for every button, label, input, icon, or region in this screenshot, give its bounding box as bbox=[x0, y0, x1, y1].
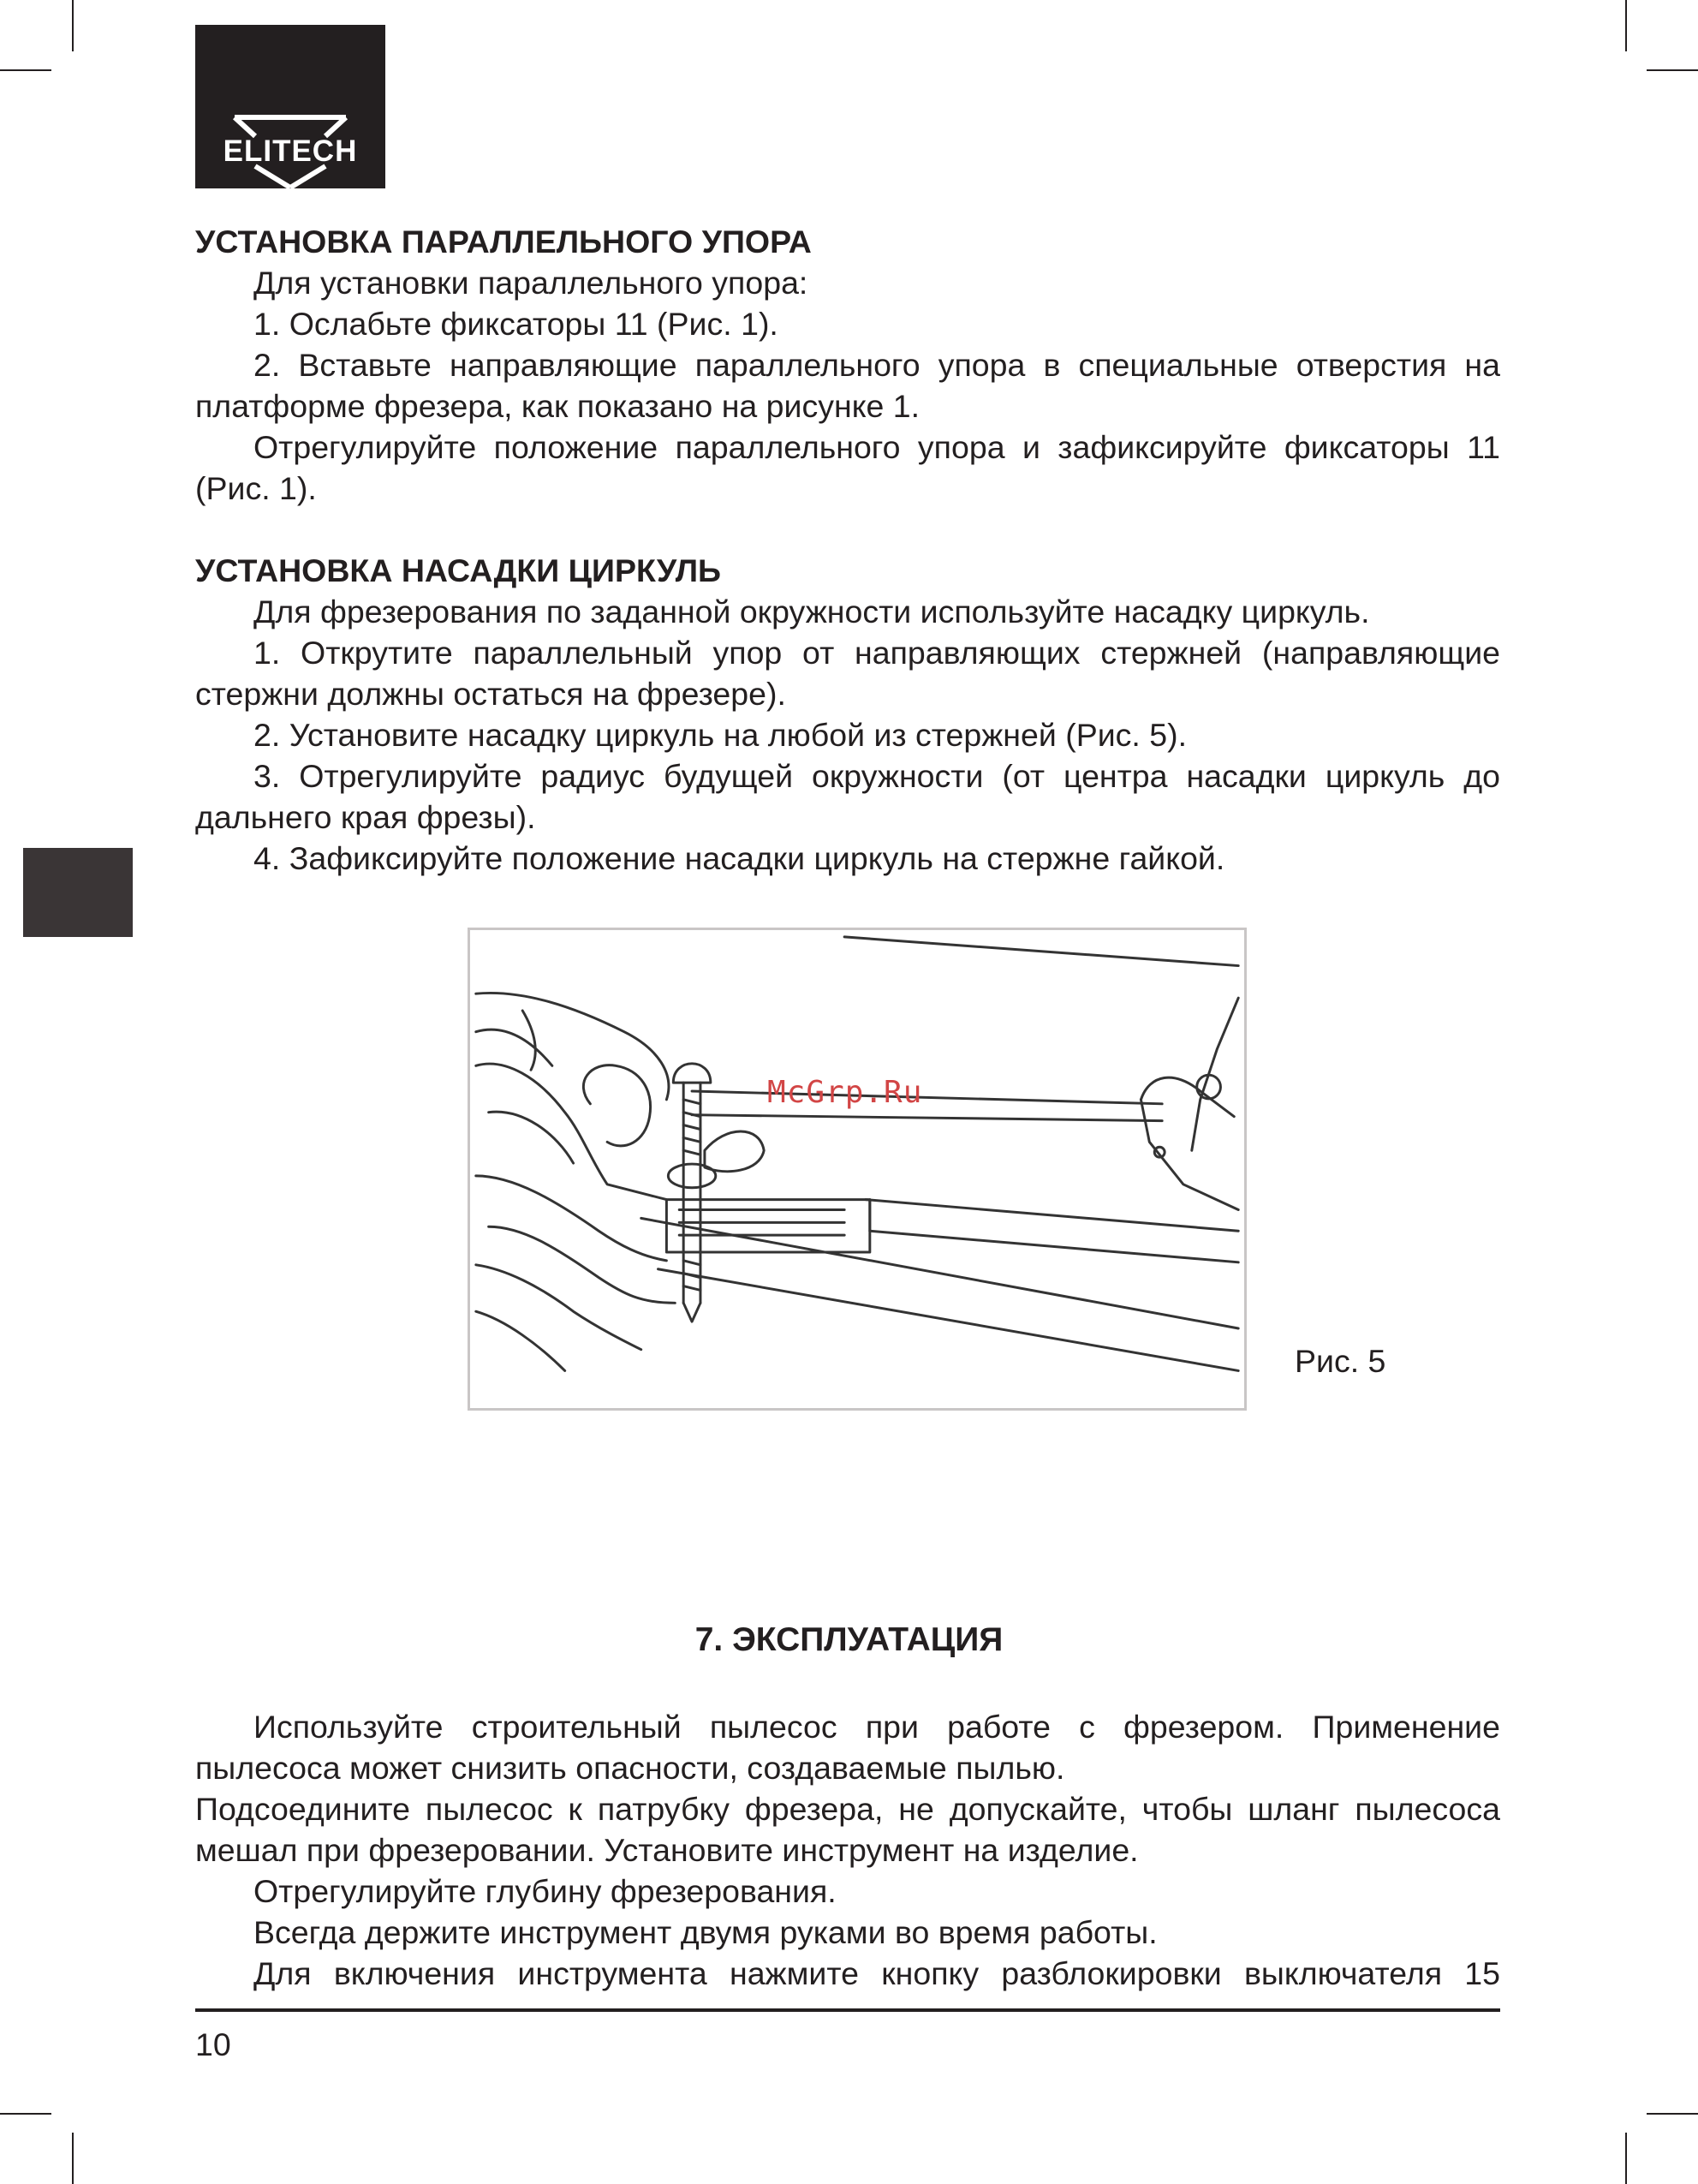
crop-mark bbox=[1647, 2113, 1698, 2115]
main-content bbox=[195, 221, 1500, 879]
paragraph: Для установки параллельного упора: bbox=[253, 265, 808, 301]
brand-logo bbox=[195, 25, 385, 188]
heading-operation: 7. ЭКСПЛУАТАЦИЯ bbox=[694, 1621, 1004, 1658]
paragraph: Подсоедините пылесос к патрубку фрезера, не допускайте, чтобы шланг пылесоса мешал при фрезеровании. Установите инструмент на изделие. bbox=[195, 1791, 1500, 1868]
paragraph: Отрегулируйте положение параллельного упора и зафиксируйте фиксаторы 11 (Рис. 1). bbox=[195, 429, 1500, 506]
paragraph: 2. Вставьте направляющие параллельного упора в специальные отверстия на платформе фрезера, как показано на рисунке 1. bbox=[195, 347, 1500, 424]
page-number: 10 bbox=[195, 2026, 231, 2062]
crop-mark bbox=[72, 0, 74, 51]
crop-mark bbox=[0, 69, 51, 71]
paragraph: Для включения инструмента нажмите кнопку разблокировки выключателя 15 bbox=[253, 1955, 1500, 1991]
paragraph: 1. Открутите параллельный упор от направляющих стержней (направляющие стержни должны остаться на фрезере). bbox=[195, 635, 1500, 712]
paragraph: 2. Установите насадку циркуль на любой из стержней (Рис. 5). bbox=[253, 717, 1188, 753]
figure-caption: Рис. 5 bbox=[1295, 1343, 1386, 1379]
paragraph: 4. Зафиксируйте положение насадки циркуль на стержне гайкой. bbox=[253, 840, 1225, 876]
operation-content bbox=[195, 1706, 1500, 1994]
crop-mark bbox=[1625, 2133, 1627, 2184]
heading-parallel-fence: УСТАНОВКА ПАРАЛЛЕЛЬНОГО УПОРА bbox=[195, 224, 812, 260]
paragraph: Используйте строительный пылесос при работе с фрезером. Применение пылесоса может снизить опасности, создаваемые пылью. bbox=[195, 1709, 1500, 1786]
crop-mark bbox=[72, 2133, 74, 2184]
figure-5-illustration bbox=[468, 928, 1247, 1411]
crop-mark bbox=[0, 2113, 51, 2115]
paragraph: Всегда держите инструмент двумя руками во время работы. bbox=[253, 1914, 1158, 1950]
crop-mark bbox=[1647, 69, 1698, 71]
logo-text: ELITECH bbox=[223, 134, 358, 168]
paragraph: Отрегулируйте глубину фрезерования. bbox=[253, 1873, 837, 1909]
chapter-tab bbox=[23, 848, 133, 937]
paragraph: 1. Ослабьте фиксаторы 11 (Рис. 1). bbox=[253, 306, 778, 342]
watermark-text: McGrp.Ru bbox=[767, 1075, 923, 1110]
heading-compass: УСТАНОВКА НАСАДКИ ЦИРКУЛЬ bbox=[195, 552, 721, 588]
crop-mark bbox=[1625, 0, 1627, 51]
paragraph: 3. Отрегулируйте радиус будущей окружности (от центра насадки циркуль до дальнего края фрезы). bbox=[195, 758, 1500, 835]
paragraph: Для фрезерования по заданной окружности используйте насадку циркуль. bbox=[253, 594, 1370, 630]
footer-rule bbox=[195, 2008, 1500, 2012]
